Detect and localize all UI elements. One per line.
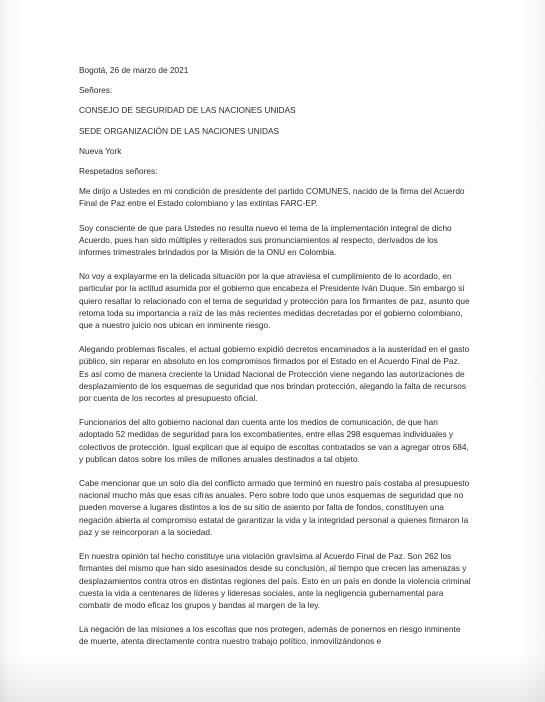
- paragraph-3: No voy a explayarme en la delicada situación por la que atraviesa el cumplimiento de lo acordado, en particular por la actitud asumida por el gobierno que encabeza el Presidente Iván Duque. Sin embargo sí quiero resaltar lo relacionado con el tema de seguridad y protección para los firmantes de paz, asunto que retoma toda su importancia a raíz de las más recientes medidas decretadas por el gobierno colombiano, que a nuestro juicio nos ubican en inminente riesgo.: [79, 271, 470, 331]
- recipient-line-1: CONSEJO DE SEGURIDAD DE LAS NACIONES UNIDAS: [79, 105, 296, 116]
- letter-date: Bogotá, 26 de marzo de 2021: [79, 65, 189, 75]
- recipient-line-2: SEDE ORGANIZACIÓN DE LAS NACIONES UNIDAS: [79, 125, 280, 136]
- paragraph-5: Funcionarios del alto gobierno nacional dan cuenta ante los medios de comunicación, de que han adoptado 52 medidas de seguridad para los excombatientes, entre ellas 298 esquemas individuales y colectivos de protección. Igual explican que al equipo de escoltas contratados se van a agregar otros 684, y publican datos sobre los miles de millones anuales destinados a tal objeto.: [79, 417, 469, 464]
- paragraph-6: Cabe mencionar que un solo día del conflicto armado que terminó en nuestro país costaba al presupuesto nacional mucho más que esas cifras anuales. Pero sobre todo que unos esquemas de seguridad que no pueden moverse a lugares distintos a los de su sitio de asiento por falta de fondos, constituyen una negación abierta al compromiso estatal de garantizar la vida y la integridad personal a quienes firmaron la paz y se reincorporan a la sociedad.: [79, 478, 470, 537]
- salutation-to: Señores:: [79, 85, 113, 96]
- paragraph-8: La negación de las misiones a los escoltas que nos protegen, además de ponernos en riesgo inminente de muerte, atenta directamente contra nuestro trabajo político, inmovilizándonos e: [79, 624, 461, 647]
- recipient-city: Nueva York: [79, 145, 122, 156]
- letter-greeting: Respetados señores:: [79, 166, 158, 177]
- paragraph-7: En nuestra opinión tal hecho constituye una violación gravísima al Acuerdo Final de Paz. Son 262 los firmantes del mismo que han sido asesinados desde su conclusión, al tiempo que crecen las amenazas y desplazamientos contra otros en distintas regiones del país. Esto en un país en donde la violencia criminal cuesta la vida a centenares de líderes y lideresas sociales, ante la negligencia gubernamental para combatir de modo eficaz los grupos y bandas al margen de la ley.: [79, 551, 471, 610]
- paragraph-1: Me dirijo a Ustedes en mi condición de presidente del partido COMUNES, nacido de la firma del Acuerdo Final de Paz entre el Estado colombiano y las extintas FARC-EP.: [79, 186, 465, 209]
- letter-body: [79, 64, 471, 660]
- paragraph-4: Alegando problemas fiscales, el actual gobierno expidió decretos encaminados a la austeridad en el gasto público, sin reparar en absoluto en los compromisos firmados por el Estado en el Acuerdo Final de Paz. Es así como de manera creciente la Unidad Nacional de Protección viene negando las autorizaciones de desplazamiento de los esquemas de seguridad que nos brindan protección, alegando la falta de recursos por cuenta de los recortes al presupuesto oficial.: [79, 344, 470, 404]
- paragraph-2: Soy consciente de que para Ustedes no resulta nuevo el tema de la implementación integral de dicho Acuerdo, pues han sido múltiples y reiterados sus pronunciamientos al respecto, derivados de los informes trimestrales brindados por la Misión de la ONU en Colombia.: [79, 222, 452, 258]
